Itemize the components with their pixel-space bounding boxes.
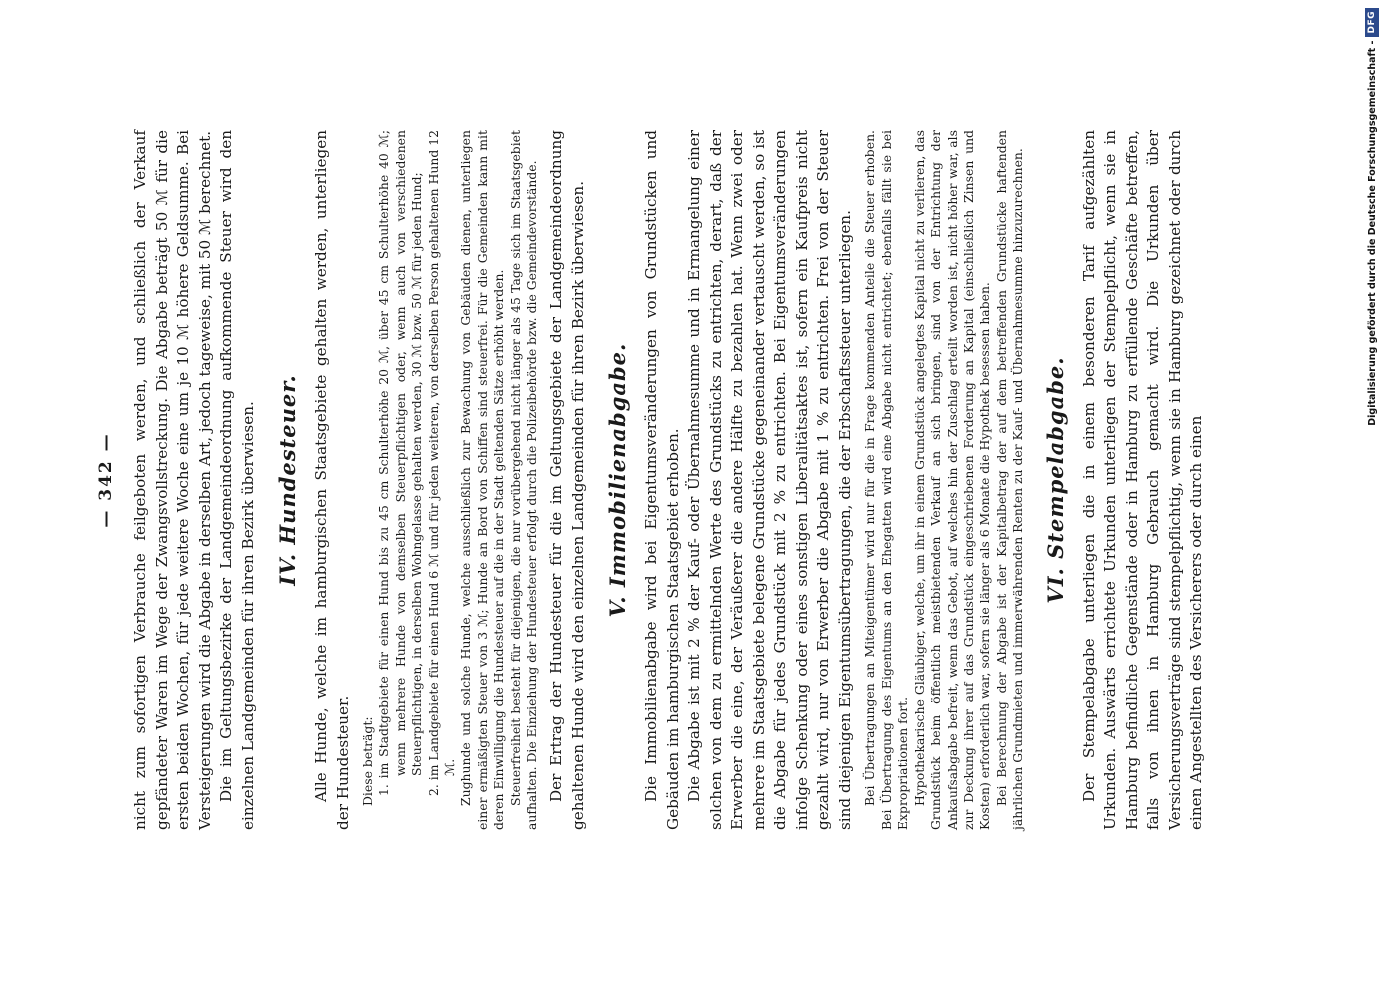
paragraph-hypothekarische-glaeubiger: Hypothekarische Gläubiger, welche, um ihr in einem Grundstück angelegtes Kapital nicht zu verlieren, das Grundstück beim öffentlich meistbietenden Verkauf an sich bringen, sind von der Entrichtung der Ankaufsabgabe befreit, wenn das Gebot, auf welches hin der Zuschlag erteilt worden ist, nicht höher war, als zur Deckung ihrer auf das Grundstück eingeschriebenen Forderung an Kapital (einschließlich Zinsen und Kosten) erforderlich war, sofern sie länger als 6 Monate die Hypothek besessen haben.: [911, 130, 993, 830]
rate-item-stadt: 1. im Stadtgebiete für einen Hund bis zu 45 cm Schulterhöhe 20 ℳ, über 45 cm Schulterhöhe 40 ℳ; wenn mehrere Hunde von demselben Steuerpflichtigen oder, wenn auch von verschiedenen Steuerpflichtigen, in derselben Wohngelasse gehalten werden, 30 ℳ bzw. 50 ℳ für jeden Hund;: [376, 130, 425, 796]
paragraph-steuerfreiheit: Steuerfreiheit besteht für diejenigen, die nur vorübergehend nicht länger als 45 Tage sich im Staatsgebiet aufhalten. Die Einziehung der Hundesteuer erfolgt durch die Polizeibehörde bzw. die Gemeindevorstände.: [507, 130, 540, 830]
section-heading-iv: IV. Hundesteuer.: [275, 374, 300, 586]
book-page-rotated: [96, 130, 1206, 830]
rate-item-land: 2. im Landgebiete für einen Hund 6 ℳ und für jeden weiteren, von derselben Person gehaltenen Hund 12 ℳ.: [425, 130, 458, 796]
paragraph-ertrag-hundesteuer: Der Ertrag der Hundesteuer für die im Geltungsgebiete der Landgemeindeordnung gehaltenen Hunde wird den einzelnen Landgemeinden für ihren Bezirk überwiesen.: [547, 130, 587, 830]
credit-text: Digitalisierung gefördert durch die Deutsche Forschungsgemeinschaft -: [1366, 40, 1378, 426]
paragraph-immobilien-rate: Die Abgabe ist mit 2 % der Kauf- oder Übernahmesumme und in Ermangelung einer solchen von dem zu ermittelnden Werte des Grundstücks zu entrichten, derart, daß der Erwerber die eine, der Veräußerer die andere Hälfte zu bezahlen hat. Wenn zwei oder mehrere im Staatsgebiete belegene Grundstücke gegeneinander vertauscht werden, so ist die Abgabe für jedes Grundstück mit 2 % zu entrichten. Bei Eigentumsveränderungen infolge Schenkung oder eines sonstigen Liberalitätsaktes ist, sofern ein Kaufpreis nicht gezahlt wird, nur von Erwerber die Abgabe mit 1 % zu entrichten. Frei von der Steuer sind diejenigen Eigentumsübertragungen, die der Erbschaftssteuer unterliegen.: [685, 130, 854, 830]
paragraph-zughunde: Zughunde und solche Hunde, welche ausschließlich zur Bewachung von Gebäuden dienen, unterliegen einer ermäßigten Steuer von 3 ℳ; Hunde an Bord von Schiffen sind steuerfrei. Für die Gemeinden kann mit deren Einwilligung die Hundesteuer auf die in der Stadt geltenden Sätze erhöht werden.: [458, 130, 507, 830]
paragraph-continuation: nicht zum sofortigen Verbrauche feilgeboten werden, und schließlich der Verkauf gepfändeter Waren im Wege der Zwangsvollstreckung. Die Abgabe beträgt 50 ℳ für die ersten beiden Wochen, für jede weitere Woche eine um je 10 ℳ höhere Geldsumme. Bei Versteigerungen wird die Abgabe in derselben Art, jedoch tageweise, mit 50 ℳ berechnet.: [131, 130, 214, 830]
rates-intro: Diese beträgt:: [360, 716, 375, 806]
section-heading-v: V. Immobilienabgabe.: [605, 342, 631, 618]
paragraph-berechnung: Bei Berechnung der Abgabe ist der Kapitalbetrag der auf dem betreffenden Grundstücke haftenden jährlichen Grundmieten und immerwährenden Renten zu der Kauf- und Übernahmesumme hinzuzurechnen.: [993, 130, 1026, 830]
paragraph-stempelabgabe: Der Stempelabgabe unterliegen die in einem besonderen Tarif aufgezählten Urkunden. Auswärts errichtete Urkunden unterliegen der Stempelpflicht, wenn sie in Hamburg befindliche Gegenstände oder in Hamburg zu erfüllende Geschäfte betreffen, falls von ihnen in Hamburg Gebrauch gemacht wird. Die Urkunden über Versicherungsverträge sind stempelpflichtig, wenn sie in Hamburg gezeichnet oder durch einen Angestellten des Versicherers oder durch einen: [1079, 130, 1206, 830]
digitization-credit: [1360, 8, 1380, 992]
dfg-logo: DFG: [1365, 8, 1379, 37]
page-number: — 342 —: [96, 432, 116, 528]
paragraph-immobilien-intro: Die Immobilienabgabe wird bei Eigentumsveränderungen von Grundstücken und Gebäuden im hamburgischen Staatsgebiet erhoben.: [642, 130, 682, 830]
paragraph-landgemeinde-1: Die im Geltungsbezirke der Landgemeindeordnung aufkommende Steuer wird den einzelnen Landgemeinden für ihren Bezirk überwiesen.: [217, 130, 257, 830]
section-heading-vi: VI. Stempelabgabe.: [1042, 356, 1068, 604]
paragraph-hunde-intro: Alle Hunde, welche im hamburgischen Staatsgebiete gehalten werden, unterliegen der Hundesteuer.: [312, 130, 352, 830]
paragraph-miteigentuemer: Bei Übertragungen an Miteigentümer wird nur für die in Frage kommenden Anteile die Steuer erhoben. Bei Übertragung des Eigentums an den Ehegatten wird eine Abgabe nicht entrichtet; ebenfalls fällt sie bei Expropriationen fort.: [862, 130, 911, 830]
